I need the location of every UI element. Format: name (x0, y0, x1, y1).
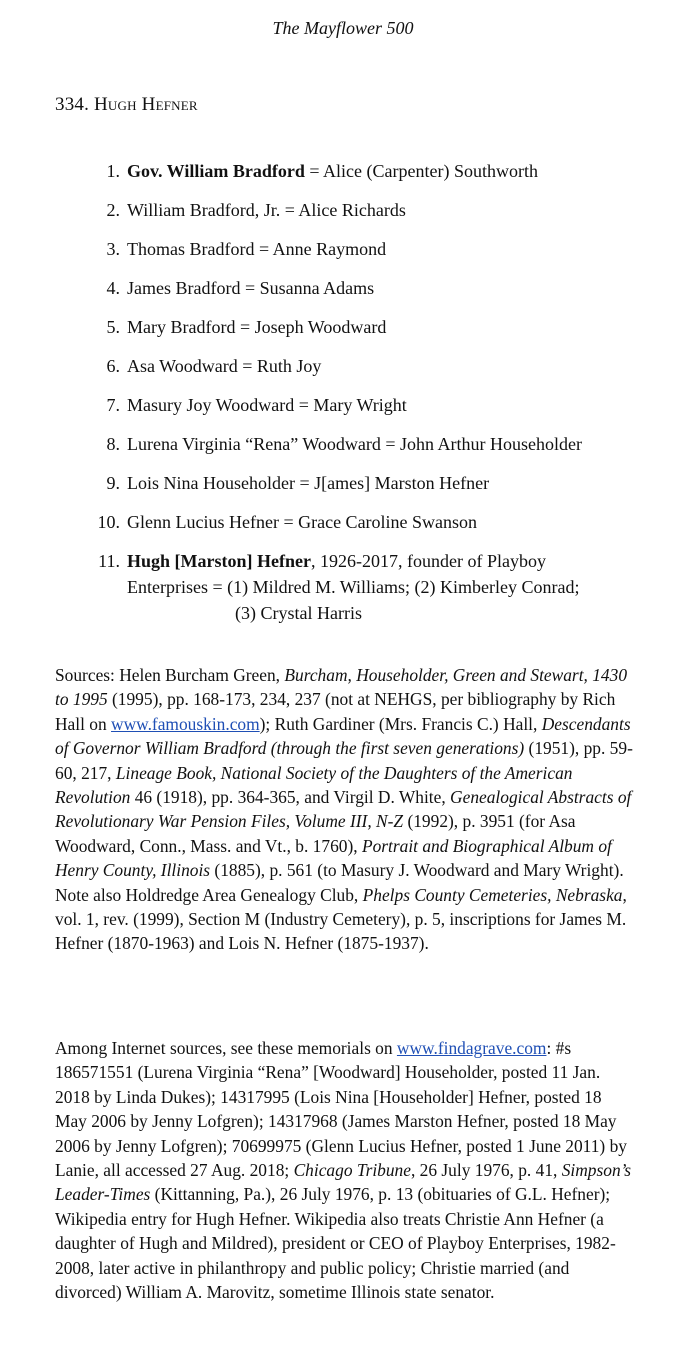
generation-text: Masury Joy Woodward = Mary Wright (127, 395, 407, 415)
generation-text: Lurena Virginia “Rena” Woodward = John Arthur Householder (127, 434, 583, 454)
generation-text: William Bradford, Jr. = Alice Richards (127, 200, 406, 220)
generation-number: 3. (106, 239, 120, 259)
generation-text: Gov. William Bradford = Alice (Carpenter) Southworth (127, 161, 538, 181)
generation-number: 6. (106, 356, 120, 376)
findagrave-link[interactable]: www.findagrave.com (396, 1038, 547, 1058)
generation-number: 5. (106, 317, 120, 337)
generation-text: James Bradford = Susanna Adams (127, 278, 375, 298)
generation-text: Mary Bradford = Joseph Woodward (127, 317, 387, 337)
generation-number: 8. (106, 434, 120, 454)
generation-number: 10. (97, 512, 120, 532)
generation-number: 2. (106, 200, 120, 220)
entry-title (55, 94, 198, 116)
famouskin-link[interactable]: www.famouskin.com (111, 713, 260, 734)
generation-text: Lois Nina Householder = J[ames] Marston Hefner (127, 473, 490, 493)
entry-number: 334. (55, 94, 90, 115)
entry-name: Hugh Hefner (94, 94, 198, 115)
generation-text: Glenn Lucius Hefner = Grace Caroline Swanson (127, 512, 478, 532)
generation-text: Thomas Bradford = Anne Raymond (127, 239, 387, 259)
internet-sources-paragraph: Among Internet sources, see these memorials on www.findagrave.com: #s 186571551 (Lurena Virginia “Rena” [Woodward] Householder, posted 11 Jan. 2018 by Linda Dukes); 14317995 (Lois Nina [Householder] Hefner, posted 18 May 2006 by Jenny Lofgren); 14317968 (James Marston Hefner, posted 18 May 2006 by Jenny Lofgren); 70699975 (Glenn Lucius Hefner, posted 1 June 2011) by Lanie, all accessed 27 Aug. 2018; Chicago Tribune, 26 July 1976, p. 41, Simpson’s Leader-Times (Kittanning, Pa.), 26 July 1976, p. 13 (obituaries of G.L. Hefner); Wikipedia entry for Hugh Hefner. Wikipedia also treats Christie Ann Hefner (a daughter of Hugh and Mildred), president or CEO of Playboy Enterprises, 1982-2008, later active in philanthropy and public policy; Christie married (and divorced) William A. Marovitz, sometime Illinois state senator. (55, 1038, 631, 1303)
generation-number: 1. (106, 161, 120, 181)
generation-number: 4. (106, 278, 120, 298)
generation-number: 7. (106, 395, 120, 415)
running-header: The Mayflower 500 (272, 18, 414, 38)
generation-text: Asa Woodward = Ruth Joy (127, 356, 322, 376)
generation-number: 9. (106, 473, 120, 493)
generation-number: 11. (98, 551, 120, 571)
generation-text: Hugh [Marston] Hefner, 1926-2017, founder of Playboy Enterprises = (1) Mildred M. Williams; (2) Kimberley Conrad; (3) Crystal Harris (127, 551, 580, 623)
sources-paragraph: Sources: Helen Burcham Green, Burcham, Householder, Green and Stewart, 1430 to 1995 (1995), pp. 168-173, 234, 237 (not at NEHGS, per bibliography by Rich Hall on www.famouskin.com); Ruth Gardiner (Mrs. Francis C.) Hall, Descendants of Governor William Bradford (through the first seven generations) (1951), pp. 59-60, 217, Lineage Book, National Society of the Daughters of the American Revolution 46 (1918), pp. 364-365, and Virgil D. White, Genealogical Abstracts of Revolutionary War Pension Files, Volume III, N-Z (1992), p. 3951 (for Asa Woodward, Conn., Mass. and Vt., b. 1760), Portrait and Biographical Album of Henry County, Illinois (1885), p. 561 (to Masury J. Woodward and Mary Wright). Note also Holdredge Area Genealogy Club, Phelps County Cemeteries, Nebraska, vol. 1, rev. (1999), Section M (Industry Cemetery), p. 5, inscriptions for James M. Hefner (1870-1963) and Lois N. Hefner (1875-1937). (55, 665, 633, 954)
